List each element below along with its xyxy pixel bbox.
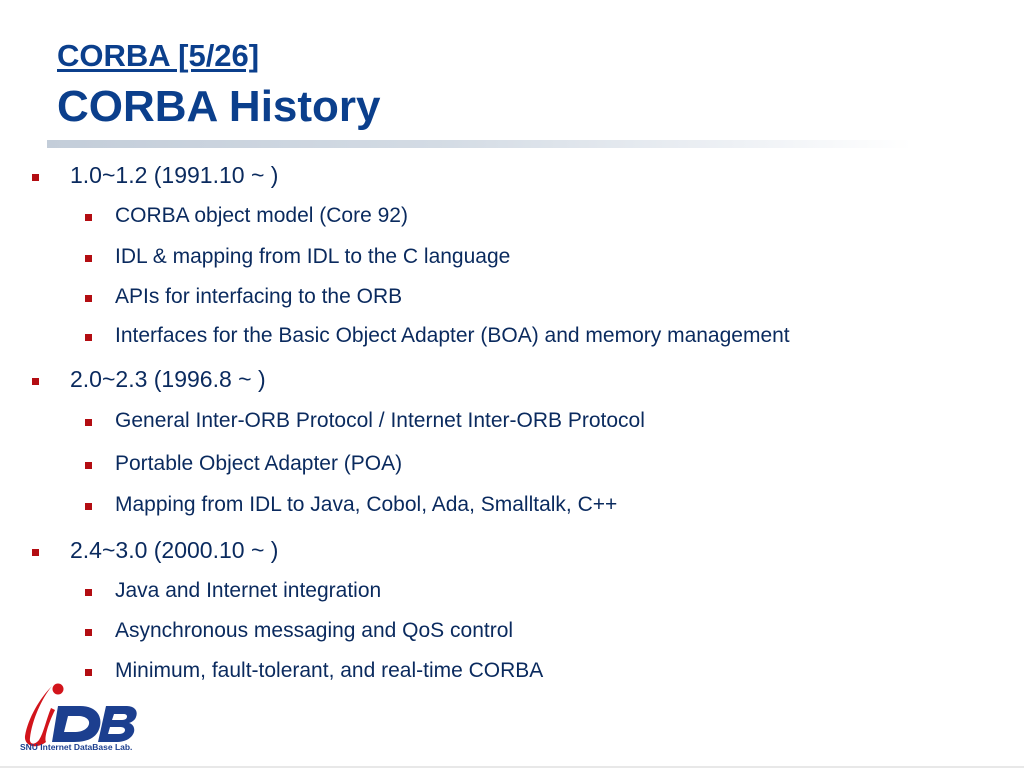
- sub-bullet-item: [115, 619, 513, 643]
- bullet-text: Mapping from IDL to Java, Cobol, Ada, Smalltalk, C++: [115, 493, 618, 516]
- square-bullet-icon: [32, 378, 39, 385]
- square-bullet-icon: [32, 549, 39, 556]
- bullet-text: IDL & mapping from IDL to the C language: [115, 245, 511, 268]
- sub-bullet-item: [115, 493, 617, 517]
- sub-bullet-item: [115, 204, 408, 228]
- bullet-text: 2.4~3.0 (2000.10 ~ ): [70, 537, 279, 563]
- square-bullet-icon: [85, 462, 92, 469]
- bullet-text: Java and Internet integration: [115, 579, 382, 602]
- sub-bullet-item: [115, 579, 381, 603]
- square-bullet-icon: [85, 669, 92, 676]
- bullet-text: APIs for interfacing to the ORB: [115, 285, 403, 308]
- bullet-text: Portable Object Adapter (POA): [115, 452, 403, 475]
- sub-bullet-item: [115, 659, 543, 683]
- title-divider: [47, 140, 912, 148]
- bullet-text: 2.0~2.3 (1996.8 ~ ): [70, 366, 266, 392]
- square-bullet-icon: [85, 214, 92, 221]
- bullet-text: General Inter-ORB Protocol / Internet Inter-ORB Protocol: [115, 409, 645, 432]
- bullet-text: Asynchronous messaging and QoS control: [115, 619, 514, 642]
- square-bullet-icon: [85, 255, 92, 262]
- sub-bullet-item: [115, 285, 402, 309]
- slide-title: CORBA History: [57, 82, 381, 131]
- sub-bullet-item: [115, 452, 402, 476]
- bullet-text: CORBA object model (Core 92): [115, 204, 408, 227]
- square-bullet-icon: [85, 419, 92, 426]
- square-bullet-icon: [85, 589, 92, 596]
- section-title-link[interactable]: CORBA [5/26]: [57, 38, 260, 73]
- square-bullet-icon: [85, 334, 92, 341]
- bullet-item-version-3: [70, 537, 278, 564]
- logo-caption: SNU Internet DataBase Lab.: [20, 742, 133, 752]
- square-bullet-icon: [85, 629, 92, 636]
- bullet-text: 1.0~1.2 (1991.10 ~ ): [70, 162, 279, 188]
- bullet-item-version-1: [70, 162, 278, 189]
- sub-bullet-item: [115, 324, 790, 348]
- bullet-text: Interfaces for the Basic Object Adapter (BOA) and memory management: [115, 324, 790, 347]
- bullet-text: Minimum, fault-tolerant, and real-time CORBA: [115, 659, 544, 682]
- square-bullet-icon: [32, 174, 39, 181]
- sub-bullet-item: [115, 245, 510, 269]
- sub-bullet-item: [115, 409, 645, 433]
- bullet-item-version-2: [70, 366, 266, 393]
- square-bullet-icon: [85, 295, 92, 302]
- square-bullet-icon: [85, 503, 92, 510]
